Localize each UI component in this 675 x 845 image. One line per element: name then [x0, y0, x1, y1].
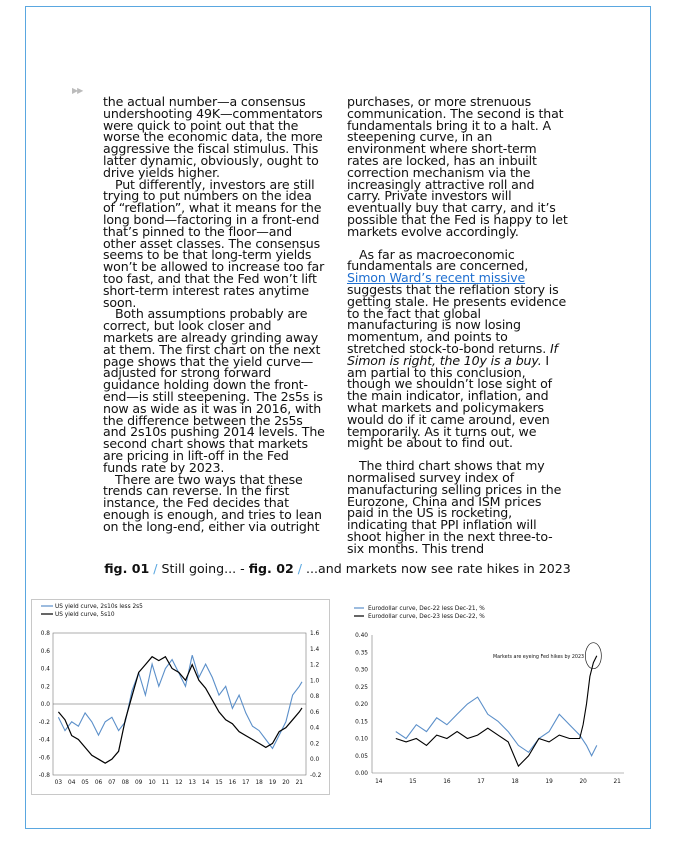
chart1-right-tick-label: 1.4 [310, 646, 320, 653]
fig1-label: fig. 01 [104, 561, 150, 576]
left-paragraph-3: Both assumptions probably are correct, but look closer and markets are already grinding away at them. The first chart on the next page shows that the yield curve—adjusted for strong forward guidance holding down the front-end—is still steepening. The 2s5s is now as wide as it was in 2016, with the difference between the 2s5s and 2s10s pushing 2014 levels. The second chart shows that markets are pricing in lift-off in the Fed funds rate by 2023. [103, 306, 325, 475]
chart2-x-tick-label: 18 [511, 779, 519, 785]
right-p2-mid: suggests that the reflation story is getting stale. He presents evidence to the fact that global manufacturing is now losing momentum, and points to stretched stock-to-bond returns. [347, 281, 567, 356]
chart1-x-tick-label: 21 [295, 780, 304, 786]
left-paragraph-2: Put differently, investors are still trying to put numbers on the idea of “reflation”, what it means for the long bond—factoring in a front-end that’s pinned to the floor—and other asset classes. The consensus seems to be that long-term yields won’t be allowed to increase too far too fast, and that the Fed won’t lift short-term interest rates anytime soon. [103, 176, 325, 310]
chart2-x-tick-label: 15 [409, 779, 417, 785]
chart1-left-tick-label: -0.4 [38, 737, 50, 744]
chart2-y-tick-label: 0.15 [355, 719, 368, 726]
chart1-right-tick-label: -0.2 [310, 773, 322, 779]
chart1-left-tick-label: -0.8 [38, 773, 50, 779]
chart2-y-tick-label: 0.40 [355, 633, 368, 639]
eurodollar-curve-chart [348, 599, 632, 795]
chart1-x-tick-label: 04 [68, 780, 76, 786]
caption-separator-1: / [149, 561, 162, 576]
chart1-x-tick-label: 15 [215, 780, 223, 786]
chart2-x-tick-label: 17 [477, 779, 485, 785]
right-column [347, 96, 569, 554]
chart1-right-tick-label: 0.2 [310, 741, 320, 748]
chart1-border [32, 600, 330, 795]
yield-curve-chart [31, 599, 331, 795]
left-paragraph-1: the actual number—a consensus undershooting 49K—commentators were quick to point out that the worse the economic data, the more aggressive the fiscal stimulus. This latter dynamic, obviously, ought to drive yields higher. [103, 94, 323, 180]
chart2-x-tick-label: 20 [579, 779, 587, 785]
chart1-right-tick-label: 0.4 [310, 725, 320, 732]
chart1-x-tick-label: 17 [242, 780, 250, 786]
chart1-right-tick-label: 1.6 [310, 631, 320, 637]
right-p2-start: As far as macroeconomic fundamentals are concerned, [347, 246, 529, 274]
chart1-left-tick-label: 0.2 [40, 684, 50, 691]
fig1-title: Still going... [161, 561, 237, 576]
chart1-x-tick-label: 19 [268, 780, 277, 786]
chart1-left-tick-label: 0.4 [40, 666, 50, 673]
chart1-x-tick-label: 16 [228, 780, 237, 786]
fig2-label: fig. 02 [248, 561, 294, 576]
chart1-x-tick-label: 13 [188, 780, 196, 786]
chart1-legend-label-1: US yield curve, 2s10s less 2s5 [55, 604, 143, 610]
right-p2-italic: If Simon is right, the 10y is a buy. [347, 340, 558, 368]
right-paragraph-3: The third chart shows that my normalised survey index of manufacturing selling prices in the Eurozone, China and ISM prices paid in the US is rocketing, indicating that PPI inflation will shoot higher in the next three-to-six months. This trend [347, 458, 562, 556]
chart2-legend-label-2: Eurodollar curve, Dec-23 less Dec-22, % [368, 614, 485, 620]
chart1-x-tick-label: 07 [108, 780, 116, 786]
chart1-left-tick-label: 0.8 [40, 631, 50, 637]
chart1-x-tick-label: 06 [94, 780, 103, 786]
chart2-annotation: Markets are eyeing Fed hikes by 2023 [493, 655, 585, 660]
chart2-series-line-2 [396, 656, 597, 766]
chart1-right-tick-label: 0.6 [310, 709, 320, 716]
chart2-legend-label-1: Eurodollar curve, Dec-22 less Dec-21, % [368, 606, 485, 612]
chart1-right-tick-label: 1.2 [310, 662, 320, 669]
left-paragraph-4: There are two ways that these trends can reverse. In the first instance, the Fed decides that enough is enough, and tries to lean on the long-end, either via outright [103, 471, 322, 534]
chart1-legend-label-2: US yield curve, 5s10 [55, 612, 115, 618]
caption-dash: - [236, 561, 249, 576]
chart1-right-tick-label: 1.0 [310, 678, 320, 685]
chart1-x-tick-label: 05 [81, 780, 89, 786]
chart1-left-tick-label: 0.6 [40, 648, 50, 655]
chart1-x-tick-label: 18 [255, 780, 263, 786]
chart1-left-tick-label: -0.6 [38, 755, 50, 762]
continuation-arrows-icon: ▶▶ [72, 86, 83, 95]
chart1-x-tick-label: 12 [175, 780, 183, 786]
chart2-x-tick-label: 21 [613, 779, 621, 785]
chart2-y-tick-label: 0.00 [355, 771, 368, 777]
chart1-x-tick-label: 03 [54, 780, 63, 786]
chart2-y-tick-label: 0.05 [355, 753, 368, 760]
chart2-x-tick-label: 19 [545, 779, 553, 785]
chart2-y-tick-label: 0.35 [355, 650, 368, 657]
chart2-y-tick-label: 0.30 [355, 667, 368, 674]
chart2-x-tick-label: 14 [375, 779, 383, 785]
chart1-left-tick-label: -0.2 [38, 719, 50, 726]
chart1-left-tick-label: 0.0 [40, 702, 50, 708]
figure-caption [0, 561, 675, 576]
chart1-x-tick-label: 08 [121, 780, 129, 786]
chart1-x-tick-label: 14 [201, 780, 210, 786]
chart2-x-tick-label: 16 [443, 779, 451, 785]
simon-ward-link[interactable]: Simon Ward’s recent missive [347, 270, 526, 286]
chart2-y-tick-label: 0.10 [355, 736, 368, 743]
chart2-y-tick-label: 0.20 [355, 702, 368, 708]
caption-separator-2: / [293, 561, 306, 576]
right-paragraph-1: purchases, or more strenuous communication. The second is that fundamentals bring it to a halt. A steepening curve, in an environment where short-term rates are locked, has an inbuilt correction mechanism via the increasingly attractive roll and carry. Private investors will eventually buy that carry, and it’s possible that the Fed is happy to let markets evolve accordingly. [347, 94, 568, 239]
right-p2-end: I am partial to this conclusion, though we shouldn’t lose sight of the main indicator, inflation, and what markets and policymakers would do if it came around, even temporarily. As it turns out, we might be about to find out. [347, 352, 552, 451]
chart1-x-tick-label: 10 [148, 780, 156, 786]
chart2-series-line-1 [396, 697, 597, 756]
chart1-x-tick-label: 11 [161, 780, 170, 786]
chart1-x-tick-label: 09 [134, 780, 143, 786]
left-column [103, 96, 325, 532]
chart1-right-tick-label: 0.0 [310, 757, 320, 764]
chart1-right-tick-label: 0.8 [310, 694, 320, 701]
fig2-title: ...and markets now see rate hikes in 2023 [306, 561, 571, 576]
chart1-x-tick-label: 20 [282, 780, 290, 786]
chart2-y-tick-label: 0.25 [355, 684, 368, 691]
right-paragraph-2 [347, 246, 569, 451]
